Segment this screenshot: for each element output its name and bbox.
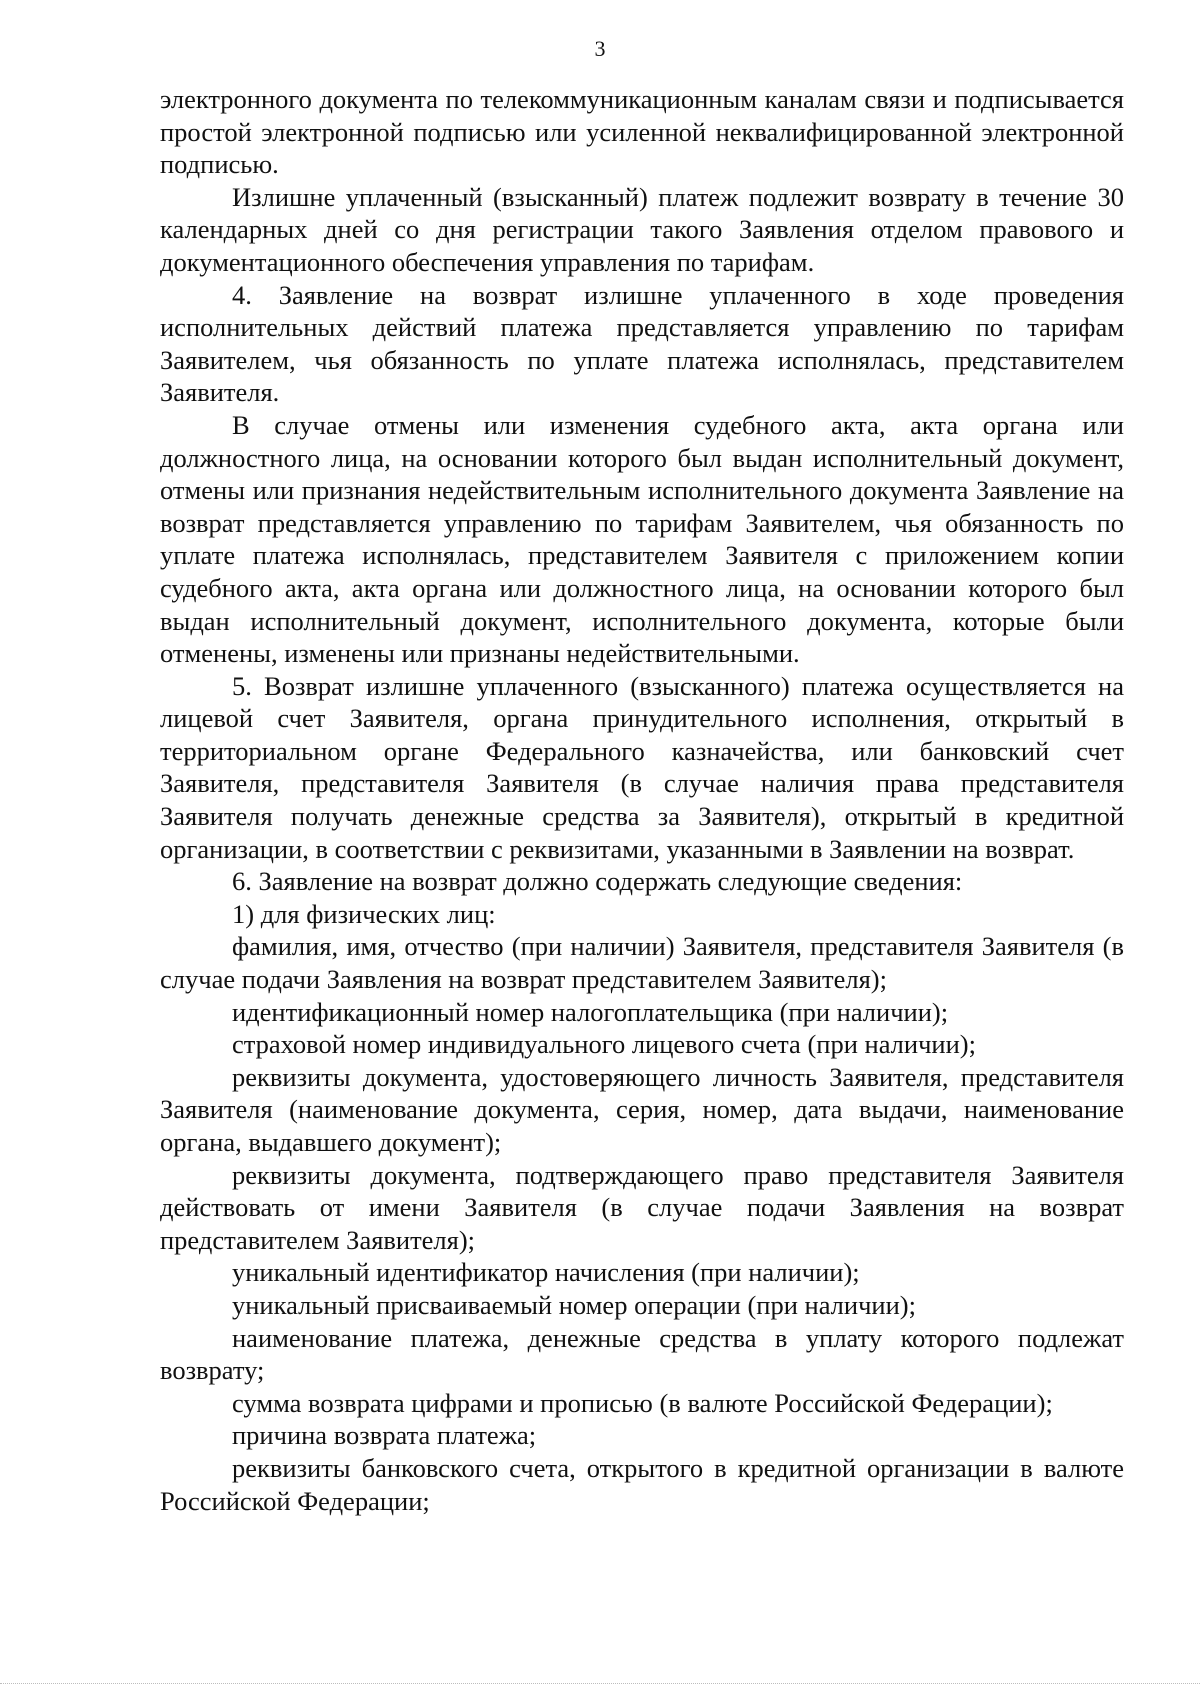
scan-edge-line: [0, 1683, 1200, 1684]
paragraph: В случае отмены или изменения судебного акта, акта органа или должностного лица, на основании которого был выдан исполнительный документ, отмены или признания недействительным исполнительного документа Заявление на возврат представляется управлению по тарифам Заявителем, чья обязанность по уплате платежа исполнялась, представителем Заявителя с приложением копии судебного акта, акта органа или должностного лица, на основании которого был выдан исполнительный документ, исполнительного документа, которые были отменены, изменены или признаны недействительными.: [160, 409, 1124, 669]
paragraph: Излишне уплаченный (взысканный) платеж подлежит возврату в течение 30 календарных дней со дня регистрации такого Заявления отделом правового и документационного обеспечения управления по тарифам.: [160, 181, 1124, 277]
paragraph: идентификационный номер налогоплательщика (при наличии);: [232, 996, 949, 1027]
paragraph: наименование платежа, денежные средства в уплату которого подлежат возврату;: [160, 1322, 1124, 1386]
paragraph: реквизиты документа, подтверждающего право представителя Заявителя действовать от имени Заявителя (в случае подачи Заявления на возврат представителем Заявителя);: [160, 1159, 1124, 1255]
paragraph: страховой номер индивидуального лицевого счета (при наличии);: [232, 1029, 976, 1060]
paragraph: 6. Заявление на возврат должно содержать следующие сведения:: [232, 866, 963, 897]
paragraph: реквизиты документа, удостоверяющего личность Заявителя, представителя Заявителя (наименование документа, серия, номер, дата выдачи, наименование органа, выдавшего документ);: [160, 1061, 1124, 1157]
paragraph: уникальный присваиваемый номер операции (при наличии);: [232, 1289, 916, 1320]
paragraph: сумма возврата цифрами и прописью (в валюте Российской Федерации);: [232, 1387, 1053, 1418]
paragraph: причина возврата платежа;: [232, 1420, 537, 1451]
paragraph: 4. Заявление на возврат излишне уплаченного в ходе проведения исполнительных действий платежа представляется управлению по тарифам Заявителем, чья обязанность по уплате платежа исполнялась, представителем Заявителя.: [160, 279, 1124, 408]
paragraph: 5. Возврат излишне уплаченного (взысканного) платежа осуществляется на лицевой счет Заявителя, органа принудительного исполнения, открытый в территориальном органе Федерального казначейства, или банковский счет Заявителя, представителя Заявителя (в случае наличия права представителя Заявителя получать денежные средства за Заявителя), открытый в кредитной организации, в соответствии с реквизитами, указанными в Заявлении на возврат.: [160, 670, 1124, 864]
paragraph: уникальный идентификатор начисления (при наличии);: [232, 1257, 860, 1288]
page-number: 3: [594, 36, 606, 61]
paragraph: фамилия, имя, отчество (при наличии) Заявителя, представителя Заявителя (в случае подачи Заявления на возврат представителем Заявителя);: [160, 931, 1124, 995]
paragraph: 1) для физических лиц:: [232, 898, 496, 929]
paragraph: электронного документа по телекоммуникационным каналам связи и подписывается простой электронной подписью или усиленной неквалифицированной электронной подписью.: [160, 84, 1124, 180]
paragraph: реквизиты банковского счета, открытого в кредитной организации в валюте Российской Федерации;: [160, 1452, 1124, 1516]
document-body: [160, 83, 1124, 1517]
